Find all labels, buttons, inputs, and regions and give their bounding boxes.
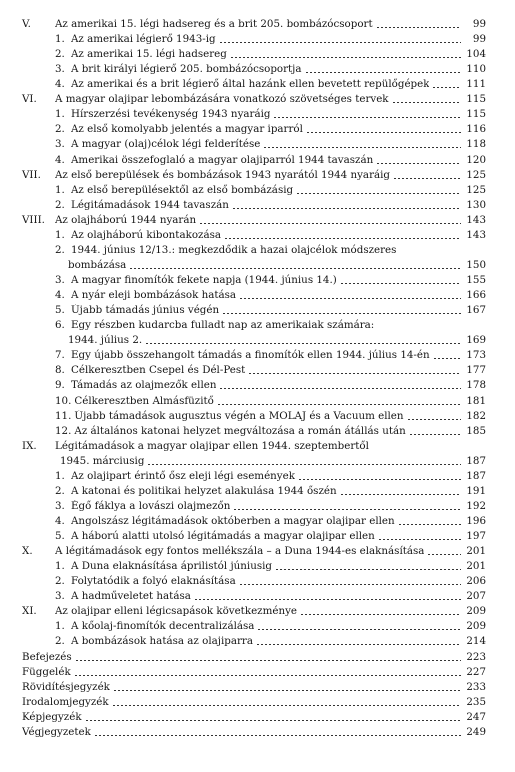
toc-entry: [55, 423, 486, 438]
toc-entry: [55, 468, 486, 483]
dot-leader: [376, 27, 461, 28]
toc-page-number: 192: [466, 499, 486, 512]
dot-leader: [219, 42, 461, 43]
toc-entry: [55, 347, 486, 362]
toc-title: Égő fáklya a lovászi olajmezőn: [71, 499, 231, 512]
toc-title: 1944. július 2.: [68, 334, 143, 347]
toc-title: Folytatódik a folyó elaknásítása: [71, 575, 236, 588]
toc-title: Befejezés: [22, 650, 72, 663]
toc-title: Hírszerzési tevékenység 1943 nyaráig: [71, 108, 271, 121]
dot-leader: [239, 584, 461, 585]
toc-title: A magyar (olaj)célok légi felderítése: [71, 138, 261, 151]
toc-page-number: 247: [466, 710, 486, 723]
toc-number: X.: [22, 545, 33, 558]
dot-leader: [113, 690, 461, 691]
dot-leader: [112, 705, 461, 706]
dot-leader: [256, 644, 461, 645]
toc-entry: [55, 76, 486, 91]
toc-entry: [55, 633, 486, 648]
toc-number: 10.: [55, 394, 72, 407]
toc-title: A katonai és politikai helyzet alakulása 1944 őszén: [71, 484, 337, 497]
toc-number: VIII.: [22, 213, 45, 226]
toc-page-number: 223: [466, 650, 486, 663]
toc-page-number: 143: [466, 228, 486, 241]
toc-title: Az amerikai légierő 1943-ig: [71, 33, 216, 46]
toc-title: Irodalomjegyzék: [22, 695, 109, 708]
toc-entry: [55, 618, 486, 633]
toc-page-number: 185: [466, 424, 486, 437]
toc-entry: [68, 257, 486, 272]
toc-page-number: 167: [466, 304, 486, 317]
toc-page-number: 115: [466, 108, 486, 121]
toc-number: 2.: [55, 575, 65, 588]
toc-number: 1.: [55, 620, 65, 633]
dot-leader: [257, 629, 461, 630]
toc-chapter: [22, 603, 486, 618]
toc-number: 4.: [55, 78, 65, 91]
toc-title: Az első komolyabb jelentés a magyar iparról: [71, 123, 303, 136]
toc-entry: [55, 528, 486, 543]
dot-leader: [273, 117, 461, 118]
toc-entry: [55, 197, 486, 212]
toc-entry: [55, 483, 486, 498]
toc-title: Egy részben kudarcba fulladt nap az amerikaiak számára:: [71, 319, 375, 332]
dot-leader: [296, 193, 461, 194]
dot-leader: [232, 208, 461, 209]
toc-title: Légitámadások 1944 tavaszán: [71, 198, 229, 211]
dot-leader: [407, 419, 461, 420]
dot-leader: [305, 72, 462, 73]
toc-title: A légitámadások egy fontos mellékszála – a Duna 1944-es elaknásítása: [55, 545, 425, 558]
toc-page-number: 178: [466, 379, 486, 392]
dot-leader: [340, 283, 461, 284]
toc-entry: [68, 332, 486, 347]
toc-entry: [55, 106, 486, 121]
toc-page-number: 182: [466, 409, 486, 422]
dot-leader: [433, 358, 461, 359]
toc-title: Az általános katonai helyzet megváltozása a román átállás után: [74, 424, 406, 437]
toc-title: Az első berepülések és bombázások 1943 nyarától 1944 nyaráig: [55, 168, 391, 181]
dot-leader: [398, 524, 461, 525]
dot-leader: [239, 298, 461, 299]
toc-title: A hadműveletet hatása: [71, 590, 191, 603]
toc-number: 1.: [55, 108, 65, 121]
toc-page-number: 169: [466, 334, 486, 347]
toc-entry: [55, 227, 486, 242]
dot-leader: [129, 268, 461, 269]
toc-title: A brit királyi légierő 205. bombázócsoportja: [71, 63, 302, 76]
toc-page-number: 214: [466, 635, 486, 648]
toc-entry: [55, 46, 486, 61]
toc-page-number: 191: [466, 484, 486, 497]
toc-page-number: 201: [466, 560, 486, 573]
toc-title: Légitámadások a magyar olajipar ellen 1944. szeptembertől: [55, 439, 369, 452]
toc-entry: [55, 573, 486, 588]
toc-number: 3.: [55, 499, 65, 512]
toc-chapter: [22, 167, 486, 182]
toc-back-matter: [22, 664, 486, 679]
dot-leader: [145, 343, 461, 344]
dot-leader: [147, 464, 461, 465]
toc-title: Függelék: [22, 665, 71, 678]
dot-leader: [298, 479, 461, 480]
toc-number: 2.: [55, 484, 65, 497]
toc-title: A kőolaj-finomítók decentralizálása: [71, 620, 255, 633]
toc-entry: [55, 362, 486, 377]
toc-page-number: 99: [472, 18, 486, 30]
toc-title: Az olajipart érintő ősz eleji légi események: [71, 469, 295, 482]
toc-back-matter: [22, 679, 486, 694]
toc-chapter: [22, 91, 486, 106]
toc-title: A magyar finomítók fekete napja (1944. június 14.): [71, 274, 337, 287]
toc-page-number: 125: [466, 168, 486, 181]
toc-page-number: 187: [466, 469, 486, 482]
toc-title: A bombázások hatása az olajiparra: [71, 635, 253, 648]
toc-page-number: 125: [466, 183, 486, 196]
toc-number: 11.: [55, 409, 72, 422]
dot-leader: [248, 373, 461, 374]
dot-leader: [217, 404, 461, 405]
toc-number: 4.: [55, 514, 65, 527]
toc-chapter: [22, 212, 486, 227]
toc-page-number: 110: [466, 63, 486, 76]
toc-title: Az amerikai 15. légi hadsereg: [71, 48, 227, 61]
dot-leader: [85, 720, 461, 721]
toc-number: 2.: [55, 635, 65, 648]
toc-entry: [55, 393, 486, 408]
toc-entry: [55, 588, 486, 603]
toc-title: Az amerikai és a brit légierő által hazánk ellen bevetett repülőgépek: [71, 78, 430, 91]
toc-page-number: 209: [466, 605, 486, 618]
toc-number: 5.: [55, 530, 65, 543]
toc-entry: [55, 61, 486, 76]
toc-page-number: 118: [466, 138, 486, 151]
dot-leader: [233, 509, 461, 510]
dot-leader: [224, 238, 461, 239]
toc-chapter: [22, 438, 486, 453]
toc-page-number: 116: [466, 123, 486, 136]
toc-title: Az olajháború kibontakozása: [71, 228, 222, 241]
dot-leader: [340, 494, 461, 495]
toc-entry: [60, 453, 486, 468]
toc-title: Célkeresztben Csepel és Dél-Pest: [71, 364, 246, 377]
dot-leader: [409, 434, 461, 435]
toc-page-number: 115: [466, 93, 486, 106]
toc-page-number: 209: [466, 620, 486, 633]
toc-number: XI.: [22, 605, 37, 618]
toc-page-number: 104: [466, 48, 486, 61]
toc-title: Végjegyzetek: [22, 725, 91, 738]
toc-number: 5.: [55, 304, 65, 317]
toc-title: Támadás az olajmezők ellen: [71, 379, 217, 392]
toc-page-number: 99: [472, 33, 486, 46]
toc-number: 6.: [55, 319, 65, 332]
toc-number: 8.: [55, 364, 65, 377]
toc-entry: [55, 136, 486, 151]
dot-leader: [432, 87, 461, 88]
toc-title: bombázása: [68, 258, 127, 271]
toc-back-matter: [22, 709, 486, 724]
toc-title: A magyar olajipar lebombázására vonatkozó szövetséges tervek: [55, 93, 389, 106]
toc-title: Amerikai összefoglaló a magyar olajiparról 1944 tavaszán: [71, 153, 374, 166]
toc-chapter: [22, 543, 486, 558]
toc-title: A háború alatti utolsó légitámadás a magyar olajipar ellen: [71, 530, 375, 543]
dot-leader: [392, 102, 461, 103]
dot-leader: [427, 554, 461, 555]
dot-leader: [393, 178, 461, 179]
dot-leader: [194, 599, 461, 600]
dot-leader: [263, 147, 461, 148]
toc-title: Az olajháború 1944 nyarán: [55, 213, 197, 226]
toc-back-matter: [22, 694, 486, 709]
toc-title: Újabb támadás június végén: [71, 304, 220, 317]
toc-page-number: 249: [466, 725, 486, 738]
toc-page-number: 130: [466, 198, 486, 211]
toc-page-number: 197: [466, 530, 486, 543]
toc-number: 2.: [55, 198, 65, 211]
toc-entry: [55, 302, 486, 317]
toc-entry: [55, 272, 486, 287]
toc-number: V.: [22, 18, 31, 30]
toc-number: 2.: [55, 48, 65, 61]
toc-number: 1.: [55, 469, 65, 482]
toc-entry: [55, 287, 486, 302]
toc-entry: [55, 31, 486, 46]
toc-title: Az olajipar elleni légicsapások következménye: [55, 605, 297, 618]
toc-page-number: 177: [466, 364, 486, 377]
toc-title: A nyár eleji bombázások hatása: [71, 289, 237, 302]
toc-title: Az amerikai 15. légi hadsereg és a brit 205. bombázócsoport: [55, 18, 373, 30]
toc-page-number: 233: [466, 680, 486, 693]
toc-entry: [55, 558, 486, 573]
toc-page-number: 187: [466, 454, 486, 467]
dot-leader: [275, 569, 461, 570]
toc-entry: [55, 408, 486, 423]
toc-page-number: 150: [466, 258, 486, 271]
dot-leader: [230, 57, 461, 58]
toc-page-number: 166: [466, 289, 486, 302]
toc-number: 3.: [55, 274, 65, 287]
toc-number: 3.: [55, 138, 65, 151]
toc-page-number: 206: [466, 575, 486, 588]
dot-leader: [222, 313, 461, 314]
toc-page-number: 196: [466, 514, 486, 527]
toc-number: 3.: [55, 63, 65, 76]
toc-number: 1.: [55, 33, 65, 46]
toc-title: Egy újabb összehangolt támadás a finomítók ellen 1944. július 14-én: [71, 349, 430, 362]
toc-title: Az első berepülésektől az első bombázásig: [71, 183, 294, 196]
dot-leader: [219, 388, 461, 389]
toc-entry: [55, 377, 486, 392]
dot-leader: [306, 132, 461, 133]
toc-page-number: 143: [466, 213, 486, 226]
dot-leader: [94, 735, 461, 736]
toc-page-number: 120: [466, 153, 486, 166]
toc-entry: [55, 182, 486, 197]
toc-entry: [55, 121, 486, 136]
toc-number: 4.: [55, 289, 65, 302]
toc-number: IX.: [22, 439, 37, 452]
dot-leader: [378, 539, 461, 540]
toc-entry: [55, 498, 486, 513]
toc-entry: [55, 152, 486, 167]
toc-number: 3.: [55, 590, 65, 603]
toc-number: 1.: [55, 228, 65, 241]
toc-back-matter: [22, 724, 486, 739]
toc-page-number: 227: [466, 665, 486, 678]
toc-page-number: 235: [466, 695, 486, 708]
toc-entry: [55, 317, 486, 332]
toc-number: 12.: [55, 424, 72, 437]
toc-page-number: 111: [466, 78, 486, 91]
toc-title: Angolszász légitámadások októberben a magyar olajipar ellen: [71, 514, 395, 527]
toc-entry: [55, 242, 486, 257]
toc-page-number: 173: [466, 349, 486, 362]
dot-leader: [74, 675, 461, 676]
toc-number: 1.: [55, 183, 65, 196]
toc-number: 2.: [55, 123, 65, 136]
toc-number: 9.: [55, 379, 65, 392]
toc-number: 4.: [55, 153, 65, 166]
toc-number: 2.: [55, 243, 65, 256]
toc-title: Képjegyzék: [22, 710, 82, 723]
toc-back-matter: [22, 649, 486, 664]
toc-number: 1.: [55, 560, 65, 573]
toc-title: Újabb támadások augusztus végén a MOLAJ és a Vacuum ellen: [74, 409, 404, 422]
dot-leader: [376, 163, 461, 164]
dot-leader: [300, 614, 461, 615]
toc-page-number: 155: [466, 274, 486, 287]
dot-leader: [199, 223, 461, 224]
toc-number: VI.: [22, 93, 37, 106]
toc-entry: [55, 513, 486, 528]
toc-page-number: 181: [466, 394, 486, 407]
dot-leader: [75, 660, 461, 661]
toc-chapter: [22, 16, 486, 31]
toc-page-number: 207: [466, 590, 486, 603]
toc-title: 1945. márciusig: [60, 454, 145, 467]
toc-number: 7.: [55, 349, 65, 362]
toc-title: A Duna elaknásítása áprilistól júniusig: [71, 560, 272, 573]
toc-title: Rövidítésjegyzék: [22, 680, 110, 693]
toc-title: Célkeresztben Almásfüzitő: [74, 394, 214, 407]
toc-page-number: 201: [466, 545, 486, 558]
toc-title: 1944. június 12/13.: megkezdődik a hazai olajcélok módszeres: [71, 243, 397, 256]
toc-number: VII.: [22, 168, 41, 181]
